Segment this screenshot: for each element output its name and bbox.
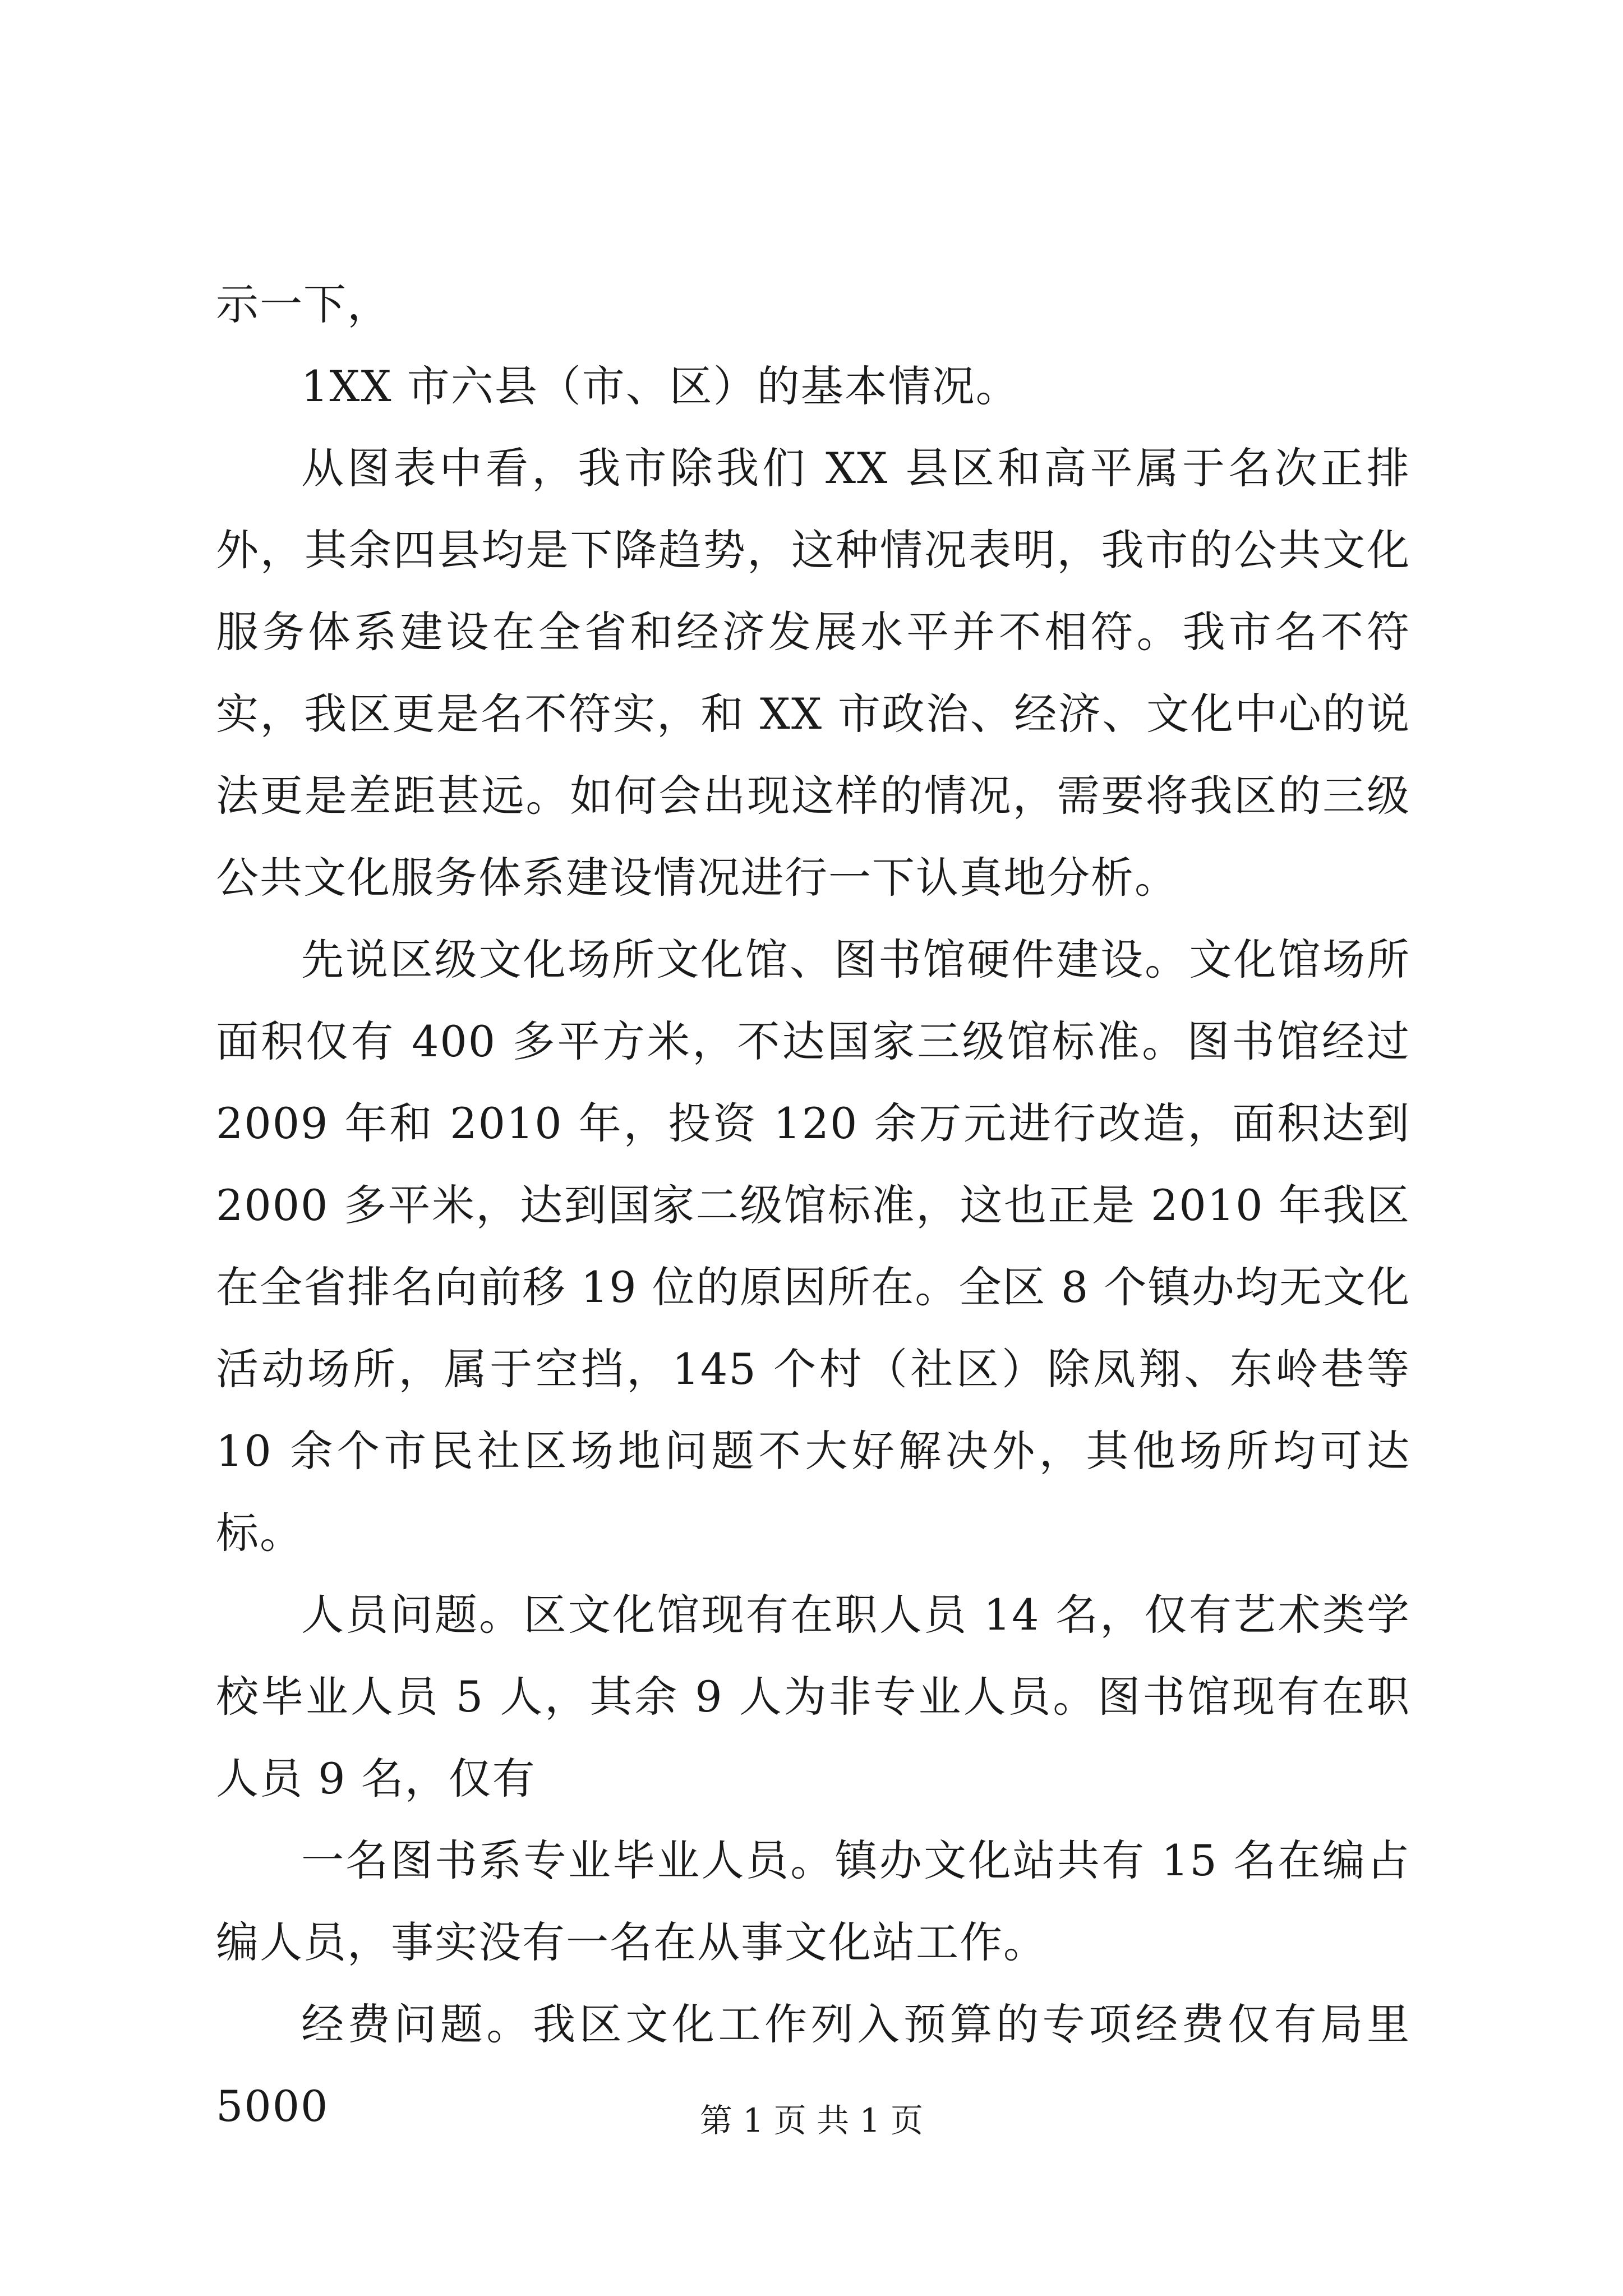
paragraph: 从图表中看，我市除我们 XX 县区和高平属于名次正排外，其余四县均是下降趋势，这种情况表明，我市的公共文化服务体系建设在全省和经济发展水平并不相符。我市名不符实，我区更是名不符实，和 XX 市政治、经济、文化中心的说法更是差距甚远。如何会出现这样的情况，需要将我区的三级公共文化服务体系建设情况进行一下认真地分析。 (216, 443, 1410, 903)
document-body (216, 264, 1410, 2147)
paragraph: 1XX 市六县（市、区）的基本情况。 (301, 361, 1020, 411)
paragraph: 经费问题。我区文化工作列入预算的专项经费仅有局里 5000 (216, 1999, 1410, 2131)
paragraph: 一名图书系专业毕业人员。镇办文化站共有 15 名在编占编人员，事实没有一名在从事文化站工作。 (216, 1835, 1410, 1967)
paragraph: 人员问题。区文化馆现有在职人员 14 名，仅有艺术类学校毕业人员 5 人，其余 9 人为非专业人员。图书馆现有在职人员 9 名，仅有 (216, 1590, 1410, 1803)
paragraph: 先说区级文化场所文化馆、图书馆硬件建设。文化馆场所面积仅有 400 多平方米，不达国家三级馆标准。图书馆经过 2009 年和 2010 年，投资 120 余万元进行改造，面积达到 2000 多平米，达到国家二级馆标准，这也正是 2010 年我区在全省排名向前移 19 位的原因所在。全区 8 个镇办均无文化活动场所，属于空挡，145 个村（社区）除凤翔、东岭巷等 10 余个市民社区场地问题不大好解决外，其他场所均可达标。 (216, 935, 1410, 1558)
page-number-label: 第 1 页 共 1 页 (700, 2101, 923, 2139)
paragraph: 示一下， (216, 279, 391, 329)
page-footer (0, 2098, 1623, 2143)
